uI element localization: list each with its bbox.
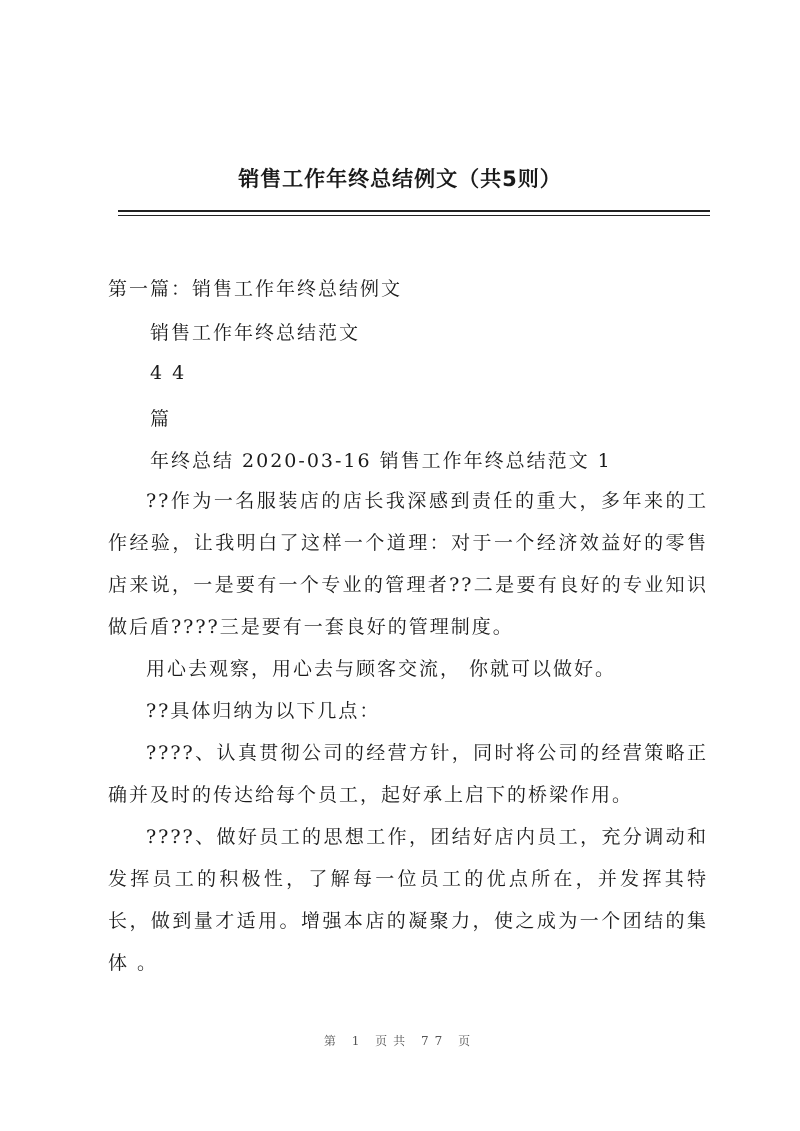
title-rule-thin: [118, 215, 710, 216]
paragraph: ????、认真贯彻公司的经营方针，同时将公司的经营策略正确并及时的传达给每个员工，起好承上启下的桥梁作用。: [108, 742, 708, 806]
section-heading: 第一篇：销售工作年终总结例文: [108, 278, 403, 300]
subheading: 销售工作年终总结范文: [150, 322, 361, 344]
paragraph: 用心去观察，用心去与顾客交流， 你就可以做好。: [146, 658, 617, 680]
paragraph: ??作为一名服装店的店长我深感到责任的重大，多年来的工作经验，让我明白了这样一个道理：对于一个经济效益好的零售店来说，一是要有一个专业的管理者??二是要有良好的专业知识做后盾????三是要有一套良好的管理制度。: [108, 490, 708, 638]
paragraph: ??具体归纳为以下几点：: [146, 700, 381, 722]
text-line: 篇: [150, 408, 172, 430]
document-title: 销售工作年终总结例文（共5则）: [238, 167, 562, 191]
title-rule: [118, 210, 710, 212]
page-footer: 第 1 页共 77 页: [323, 1034, 477, 1048]
date-line: 年终总结 2020-03-16 销售工作年终总结范文 1: [150, 450, 612, 472]
paragraph: ????、做好员工的思想工作，团结好店内员工，充分调动和发挥员工的积极性，了解每一位员工的优点所在，并发挥其特长，做到量才适用。增强本店的凝聚力，使之成为一个团结的集体 。: [108, 826, 708, 974]
text-line: 4 4: [150, 362, 187, 384]
